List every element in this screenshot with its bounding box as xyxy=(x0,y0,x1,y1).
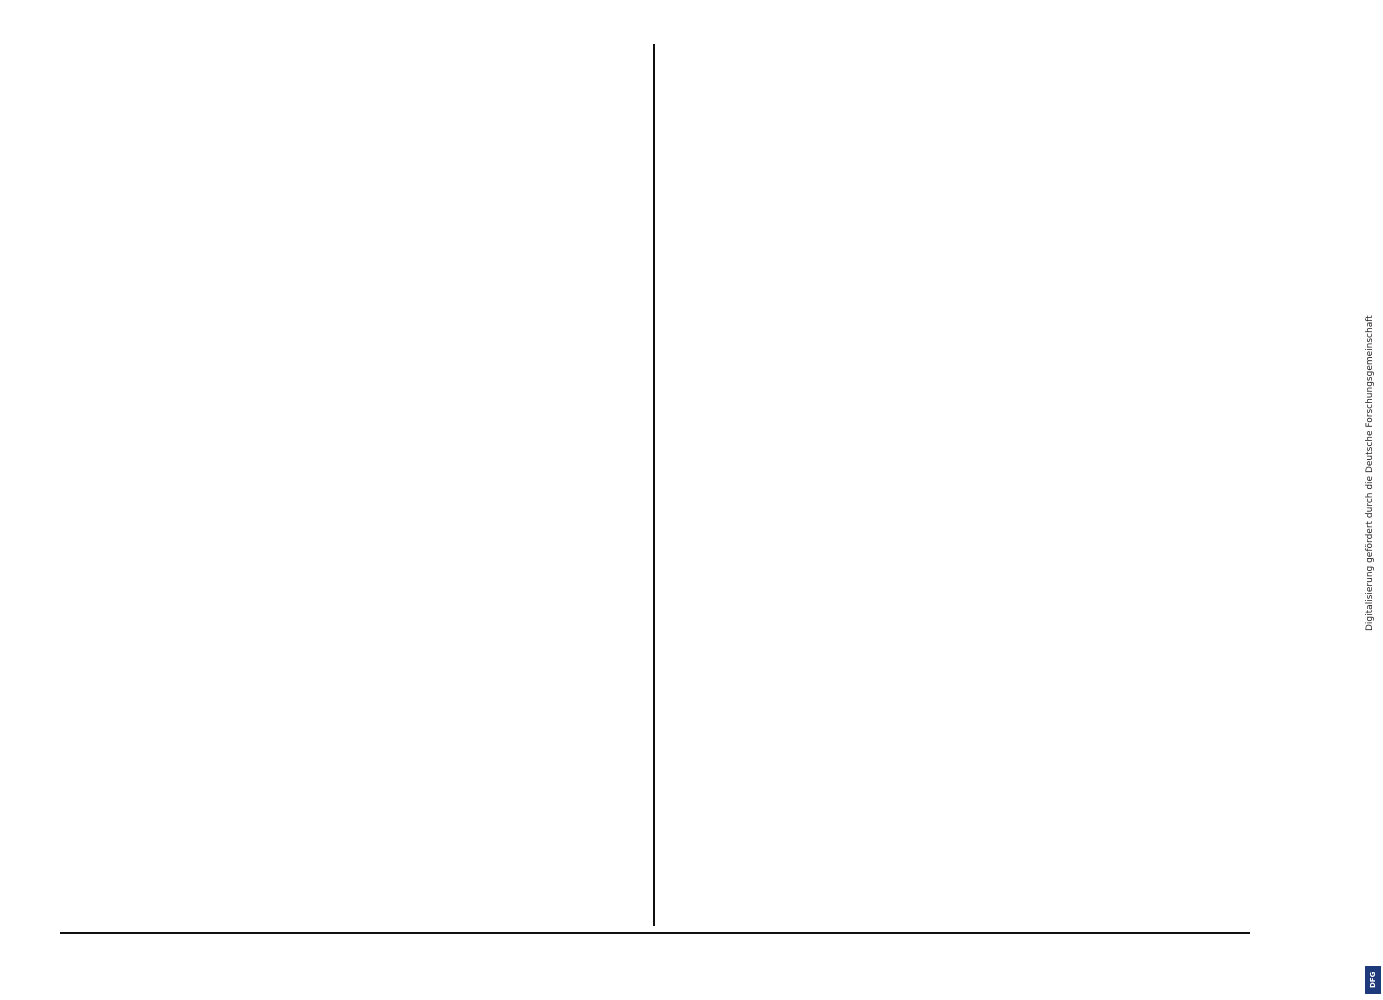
page-header-rule xyxy=(60,932,1250,962)
scanned-page xyxy=(60,44,1250,962)
dfg-logo-icon: DFG xyxy=(1365,966,1381,994)
column-divider xyxy=(653,44,655,926)
text-column-left xyxy=(675,44,1250,926)
text-column-right xyxy=(60,44,635,926)
digitization-caption: Digitalisierung gefördert durch die Deutsche Forschungsgemeinschaft xyxy=(1365,315,1375,631)
